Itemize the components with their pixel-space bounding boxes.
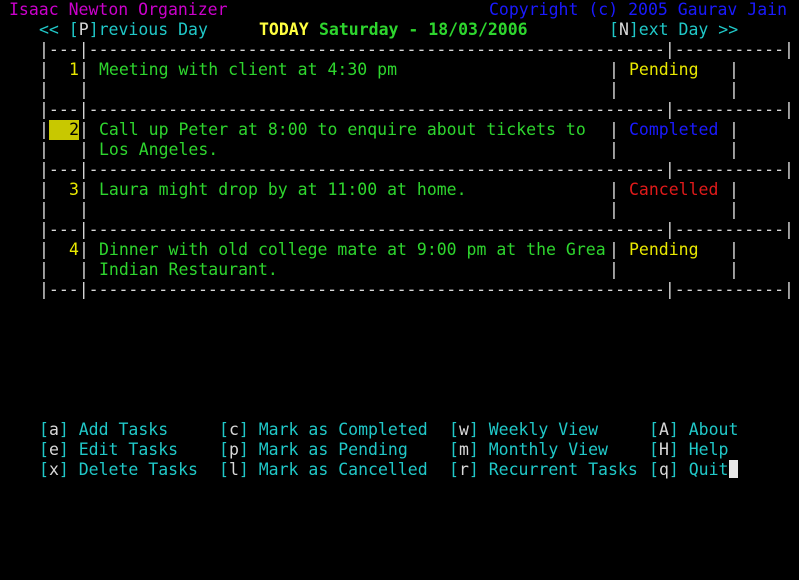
task-number: 2 [49, 120, 79, 140]
key: x [48, 460, 59, 479]
pipe: | [79, 200, 89, 219]
label: Edit Tasks [78, 440, 179, 459]
task-row-selected[interactable] [0, 120, 739, 140]
task-description-cont: Los Angeles. [99, 140, 219, 159]
pipe: | [609, 80, 619, 99]
label: Monthly View [488, 440, 608, 459]
next-key: N [618, 20, 629, 39]
pipe: | [79, 240, 89, 259]
table-border: |---|----------------------------------------------------------|-----------| [39, 100, 794, 119]
pipe: | [609, 60, 619, 79]
menu-row [0, 440, 729, 460]
pipe: | [609, 120, 619, 139]
prev-open: << [ [39, 20, 79, 39]
task-number: 3 [69, 180, 79, 199]
app-title: Isaac Newton Organizer [9, 0, 228, 19]
pipe: | [729, 200, 739, 219]
task-number: 4 [69, 240, 79, 259]
previous-day-button[interactable] [39, 20, 208, 40]
label: Mark as Completed [258, 420, 428, 439]
menu-row [0, 420, 739, 440]
pipe: | [39, 120, 49, 139]
pipe: | [609, 140, 619, 159]
task-status: Cancelled [629, 180, 719, 199]
pipe: | [609, 260, 619, 279]
edit-tasks-command[interactable]: [e] Edit Tasks [39, 440, 179, 459]
key: r [458, 460, 469, 479]
label: Add Tasks [78, 420, 169, 439]
label: Mark as Pending [258, 440, 408, 459]
pipe: | [79, 180, 89, 199]
pipe: | [609, 200, 619, 219]
pipe: | [729, 120, 739, 139]
label: About [688, 420, 739, 439]
task-row[interactable] [0, 240, 739, 260]
add-tasks-command[interactable]: [a] Add Tasks [39, 420, 169, 439]
pipe: | [79, 260, 89, 279]
pipe: | [79, 60, 89, 79]
task-row[interactable] [0, 60, 739, 80]
pipe: | [79, 120, 89, 139]
mark-pending-command[interactable]: [p] Mark as Pending [219, 440, 408, 459]
recurrent-tasks-command[interactable]: [r] Recurrent Tasks [449, 460, 638, 479]
pipe: | [729, 60, 739, 79]
next-day-button[interactable] [609, 20, 738, 40]
next-label: ]ext Day >> [628, 20, 739, 39]
pipe: | [39, 240, 49, 259]
pipe: | [39, 60, 49, 79]
pipe: | [729, 180, 739, 199]
task-row-cont [0, 260, 739, 280]
label: Mark as Cancelled [258, 460, 428, 479]
monthly-view-command[interactable]: [m] Monthly View [449, 440, 608, 459]
key: a [48, 420, 59, 439]
task-description: Dinner with old college mate at 9:00 pm at the Grea [99, 240, 606, 259]
label: Delete Tasks [78, 460, 198, 479]
pipe: | [39, 260, 49, 279]
delete-tasks-command[interactable]: [x] Delete Tasks [39, 460, 198, 479]
task-number: 1 [69, 60, 79, 79]
table-border: |---|----------------------------------------------------------|-----------| [39, 40, 794, 59]
pipe: | [39, 200, 49, 219]
mark-cancelled-command[interactable]: [l] Mark as Cancelled [219, 460, 428, 479]
task-description-cont: Indian Restaurant. [99, 260, 278, 279]
pipe: | [39, 80, 49, 99]
label: Quit [688, 460, 729, 479]
prev-label: ]revious Day [88, 20, 208, 39]
label: Help [688, 440, 729, 459]
pipe: | [729, 240, 739, 259]
table-border: |---|----------------------------------------------------------|-----------| [39, 160, 794, 179]
key: c [228, 420, 239, 439]
task-status: Completed [629, 120, 719, 139]
copyright: Copyright (c) 2005 Gaurav Jain [489, 0, 788, 19]
key: H [658, 440, 669, 459]
task-status: Pending [629, 240, 699, 259]
task-status: Pending [629, 60, 699, 79]
key: w [458, 420, 469, 439]
help-command[interactable]: [H] Help [649, 440, 729, 459]
pipe: | [39, 140, 49, 159]
today-label: TODAY [259, 20, 309, 39]
weekly-view-command[interactable]: [w] Weekly View [449, 420, 599, 439]
key: p [228, 440, 239, 459]
label: Weekly View [488, 420, 599, 439]
task-row[interactable] [0, 180, 739, 200]
pipe: | [609, 180, 619, 199]
pipe: | [79, 140, 89, 159]
menu-row [0, 460, 729, 480]
pipe: | [729, 260, 739, 279]
table-border: |---|----------------------------------------------------------|-----------| [39, 280, 794, 299]
pipe: | [609, 240, 619, 259]
key: m [458, 440, 469, 459]
task-description: Meeting with client at 4:30 pm [99, 60, 398, 79]
current-date: Saturday - 18/03/2006 [319, 20, 528, 39]
prev-key: P [78, 20, 89, 39]
text-cursor [729, 460, 738, 478]
key: A [658, 420, 669, 439]
quit-command[interactable]: [q] Quit [649, 460, 738, 480]
label: Recurrent Tasks [488, 460, 638, 479]
task-row-cont [0, 80, 739, 100]
pipe: | [729, 140, 739, 159]
mark-completed-command[interactable]: [c] Mark as Completed [219, 420, 428, 439]
about-command[interactable]: [A] About [649, 420, 739, 439]
task-description: Call up Peter at 8:00 to enquire about tickets to [99, 120, 586, 139]
pipe: | [729, 80, 739, 99]
task-row-cont [0, 140, 739, 160]
nav-bar [0, 20, 739, 40]
pipe: | [39, 180, 49, 199]
key: e [48, 440, 59, 459]
task-description: Laura might drop by at 11:00 at home. [99, 180, 467, 199]
key: l [228, 460, 239, 479]
key: q [658, 460, 669, 479]
pipe: | [79, 80, 89, 99]
next-open: [ [609, 20, 619, 39]
table-border: |---|----------------------------------------------------------|-----------| [39, 220, 794, 239]
task-row-cont [0, 200, 739, 220]
title-bar [0, 0, 788, 20]
